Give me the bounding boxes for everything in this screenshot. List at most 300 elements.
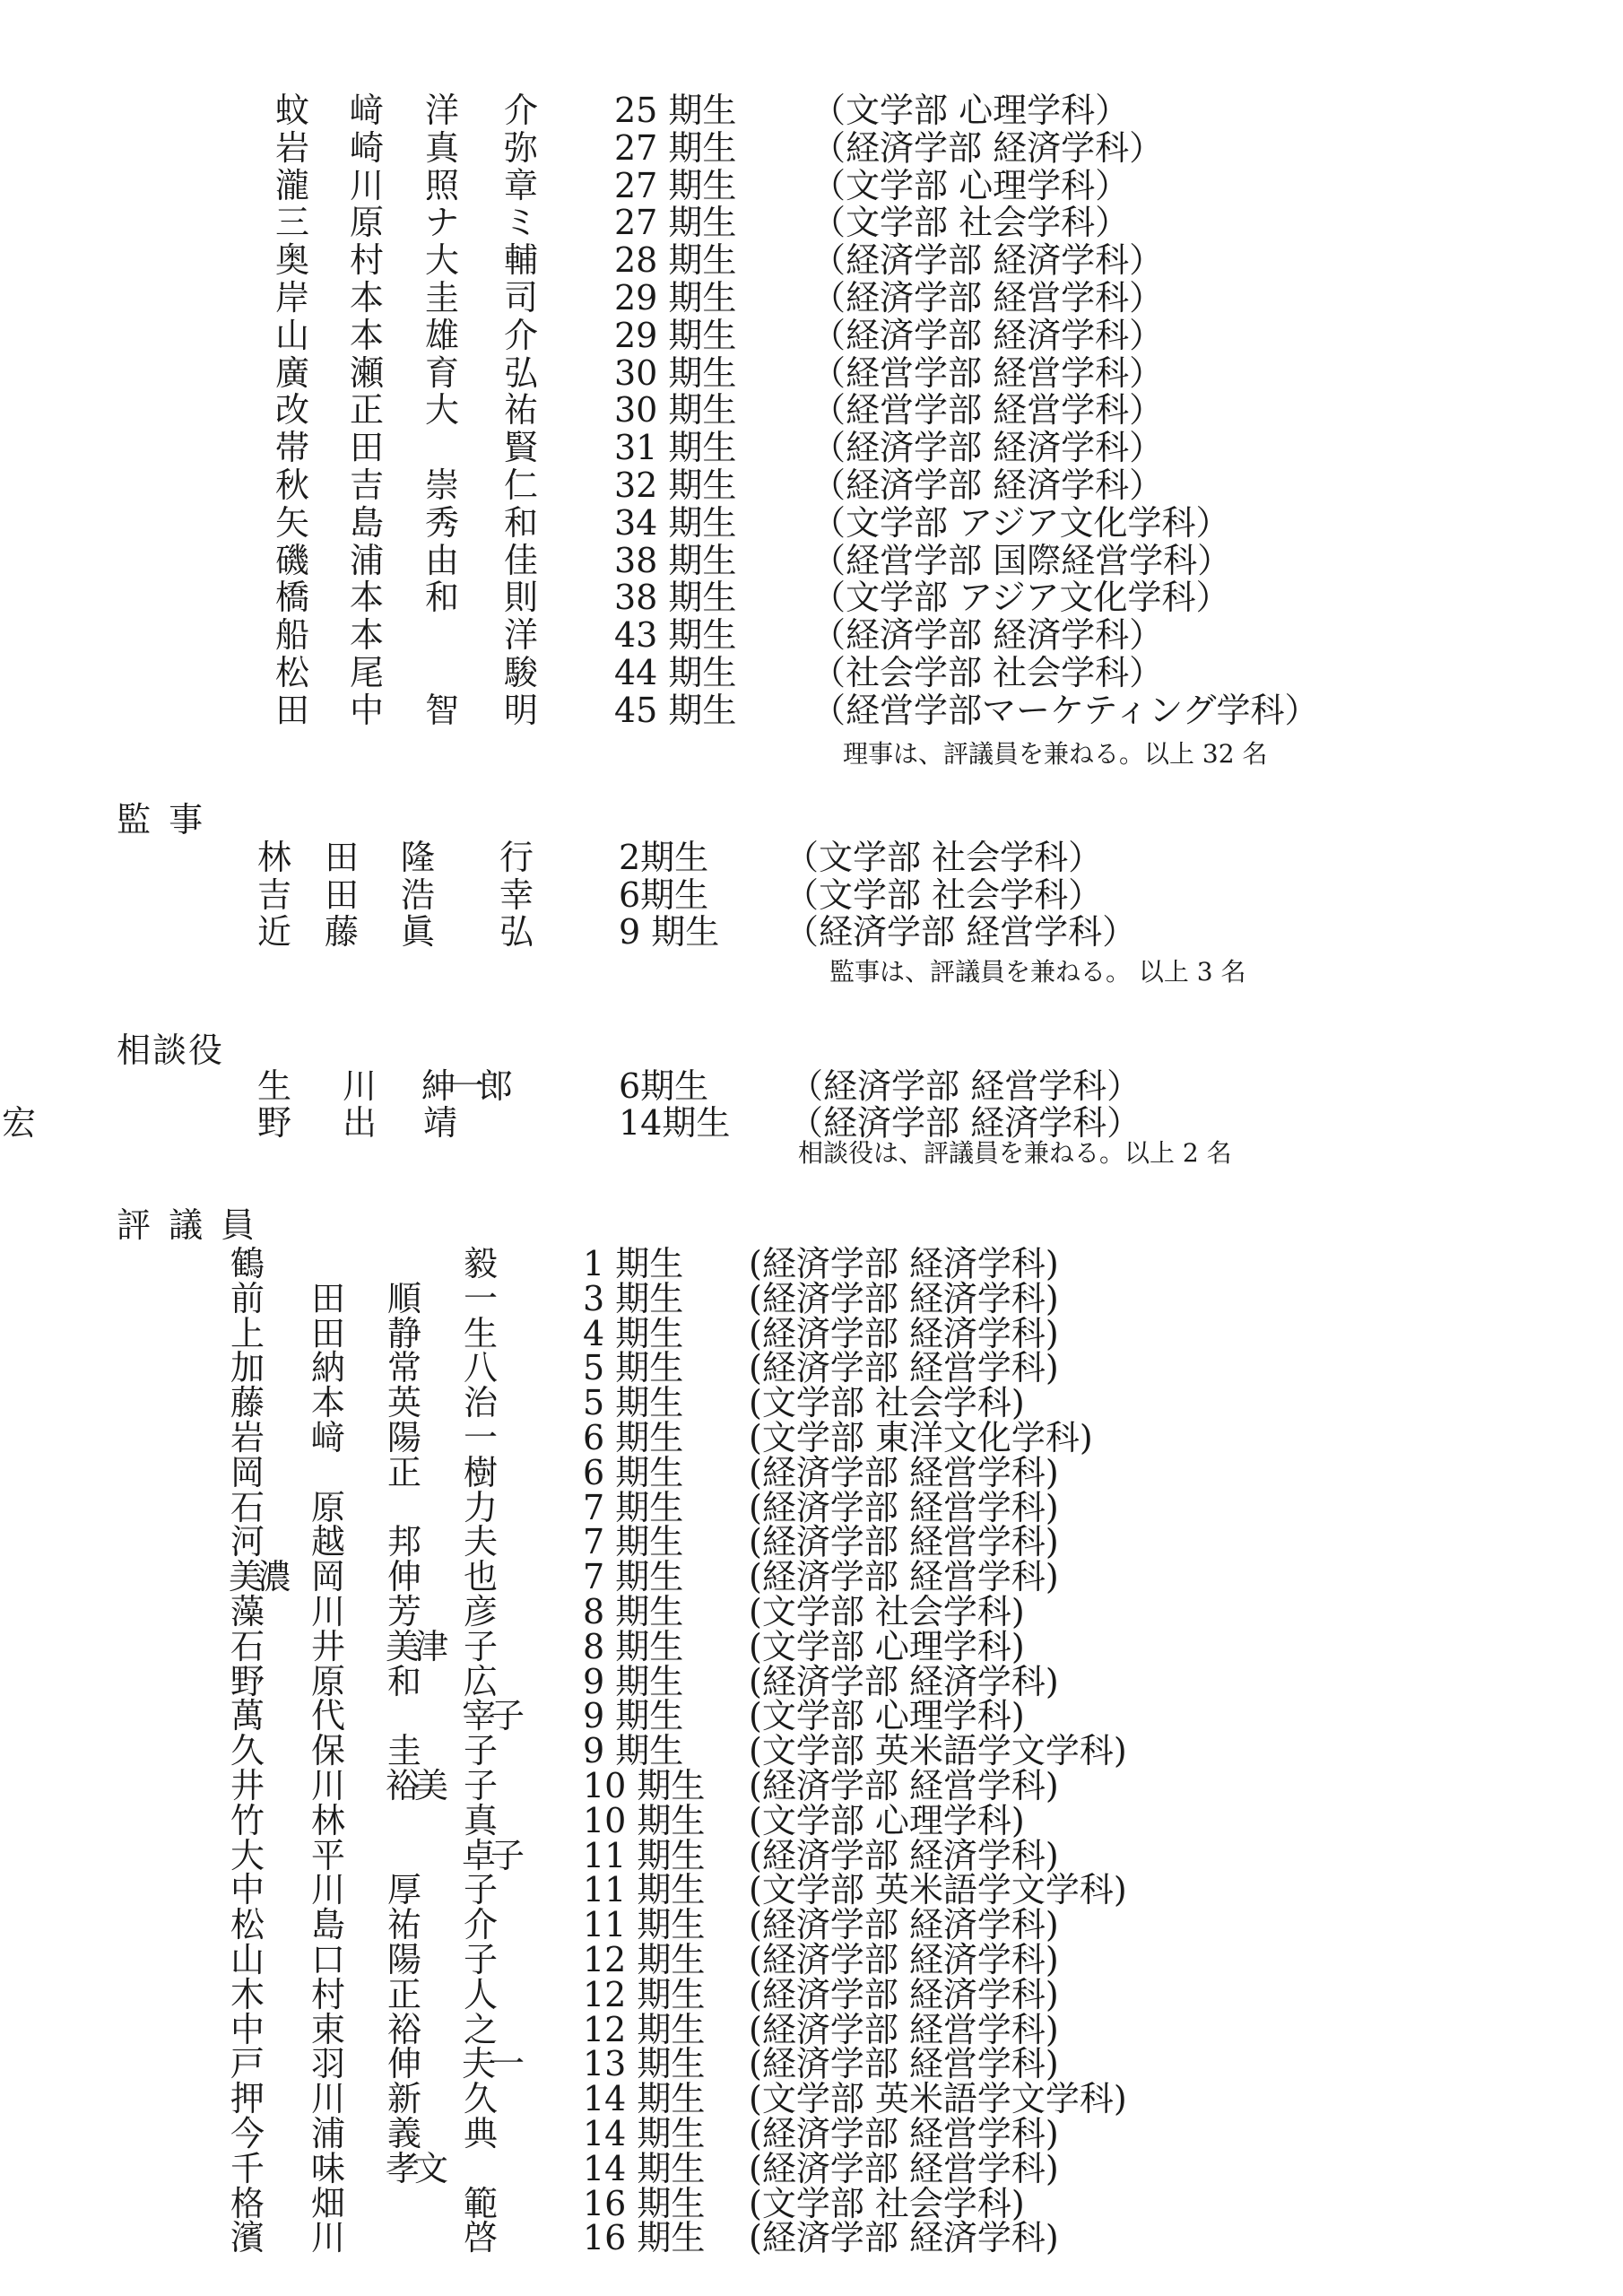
advisor-count-note: 相談役は、評議員を兼ねる。以上 2 名 — [798, 1138, 1232, 1168]
member-generation: 30 期生 — [614, 390, 737, 430]
member-name-part: 木 — [230, 1974, 265, 2014]
member-name-part: 子 — [463, 1940, 498, 1979]
member-name-part: 浩 — [400, 874, 435, 915]
member-name-part: 美津 — [386, 1626, 444, 1666]
member-generation: 27 期生 — [614, 203, 737, 243]
member-name-part: 田 — [324, 874, 359, 915]
member-name-part: 川 — [310, 1870, 345, 1910]
member-department: (経済学部 経営学科) — [749, 2044, 1059, 2084]
member-department: （文学部 心理学科） — [812, 91, 1130, 130]
member-name-part: 三 — [274, 203, 309, 243]
member-generation: 13 期生 — [583, 2044, 706, 2084]
member-name-part: 山 — [230, 1940, 265, 1979]
member-name-part: 井 — [230, 1766, 265, 1805]
member-department: （経済学部 経済学科） — [812, 465, 1164, 505]
member-name-part: 圭 — [386, 1731, 421, 1771]
member-generation: 6期生 — [619, 1066, 709, 1106]
member-name-part: 田 — [310, 1313, 345, 1353]
member-department: （文学部 社会学科） — [785, 874, 1103, 915]
member-department: （経済学部 経済学科） — [812, 127, 1164, 168]
member-name-part: 治 — [463, 1383, 498, 1423]
member-row — [0, 1941, 1623, 1979]
member-name-part: 格 — [230, 2183, 265, 2223]
member-generation: 32 期生 — [614, 465, 737, 505]
member-name-part: 瀧 — [274, 165, 309, 205]
member-generation: 3 期生 — [583, 1278, 684, 1318]
member-generation: 44 期生 — [614, 653, 737, 692]
member-name-part: 常 — [386, 1348, 421, 1388]
member-generation: 9 期生 — [619, 912, 720, 952]
member-generation: 6期生 — [619, 874, 709, 915]
member-name-part: 幸 — [499, 874, 534, 915]
member-name-part: 正 — [349, 390, 384, 430]
member-name-part: 秋 — [274, 465, 309, 505]
member-generation: 9 期生 — [583, 1696, 684, 1736]
member-name-part: 秀 — [424, 502, 459, 543]
member-department: (経済学部 経営学科) — [749, 1348, 1059, 1388]
member-row — [0, 2011, 1623, 2048]
member-name-part: 奥 — [274, 240, 309, 281]
member-department: （経営学部 国際経営学科） — [812, 540, 1232, 580]
member-name-part: 英 — [386, 1383, 421, 1423]
member-name-part: 押 — [230, 2079, 265, 2119]
member-name-part: 卓子 — [462, 1835, 520, 1875]
advisor-heading: 相談役 — [117, 1031, 225, 1070]
member-name-part: 納 — [310, 1348, 345, 1388]
member-department: (文学部 東洋文化学科) — [749, 1418, 1093, 1457]
member-generation: 38 期生 — [614, 578, 737, 618]
member-row — [0, 317, 1623, 354]
member-name-part: 本 — [349, 315, 384, 355]
member-name-part: 一 — [463, 1278, 498, 1318]
member-name-part: 川 — [349, 165, 384, 205]
member-name-part: 田 — [274, 690, 309, 730]
member-department: (文学部 心理学科) — [749, 1626, 1025, 1666]
member-name-part: 和 — [386, 1661, 421, 1701]
member-row — [0, 429, 1623, 466]
member-row — [0, 279, 1623, 317]
auditor-count-note: 監事は、評議員を兼ねる。 以上 3 名 — [829, 957, 1246, 987]
member-row — [0, 2185, 1623, 2222]
member-row — [0, 654, 1623, 691]
member-row — [0, 1067, 1623, 1105]
member-row — [0, 542, 1623, 579]
member-name-part: 八 — [463, 1348, 498, 1388]
member-name-part: 子 — [463, 1626, 498, 1666]
member-department: （経済学部 経営学科） — [812, 278, 1164, 317]
member-name-part: 浦 — [310, 2114, 345, 2153]
member-name-part: 洋 — [424, 91, 459, 130]
member-name-part: 林 — [310, 1800, 345, 1840]
member-name-part: 河 — [230, 1522, 265, 1562]
member-name-part: 真 — [463, 1800, 498, 1840]
member-name-part: 中 — [349, 690, 384, 730]
member-name-part: 彦 — [463, 1592, 498, 1631]
member-name-part: 子 — [463, 1731, 498, 1771]
member-generation: 14 期生 — [583, 2079, 706, 2119]
member-name-part: 司 — [503, 278, 538, 317]
member-name-part: 力 — [463, 1487, 498, 1527]
member-name-part: 井 — [310, 1626, 345, 1666]
member-department: (経済学部 経済学科) — [749, 1974, 1059, 2014]
member-generation: 10 期生 — [583, 1766, 706, 1805]
member-department: （経営学部 経営学科） — [812, 352, 1164, 393]
member-name-part: 一 — [463, 1418, 498, 1457]
member-name-part: 千 — [230, 2148, 265, 2188]
member-name-part: 林 — [256, 838, 291, 877]
member-department: （文学部 アジア文化学科） — [812, 578, 1230, 618]
member-name-part: 正 — [386, 1974, 421, 2014]
councillor-heading: 評 議 員 — [117, 1205, 259, 1245]
member-row — [0, 2045, 1623, 2083]
member-name-part: 佳 — [503, 540, 538, 580]
member-name-part: 蚊 — [274, 91, 309, 130]
member-name-part: 賢 — [503, 428, 538, 468]
member-name-part: 章 — [503, 165, 538, 205]
member-row — [0, 1697, 1623, 1735]
member-row — [0, 839, 1623, 876]
member-row — [0, 91, 1623, 129]
member-name-part: 大 — [424, 390, 459, 430]
member-name-part: 濱 — [230, 2218, 265, 2258]
member-name-part: 介 — [503, 315, 538, 355]
member-name-part: 新 — [386, 2079, 421, 2119]
member-name-part: 真 — [424, 127, 459, 168]
member-name-part: 羽 — [310, 2044, 345, 2084]
member-name-part: 矢 — [274, 502, 309, 543]
member-name-part: 也 — [463, 1557, 498, 1597]
member-name-part: 広 — [463, 1661, 498, 1701]
member-name-part: 弘 — [503, 352, 538, 393]
member-name-part: 崇 — [424, 465, 459, 505]
member-name-part: 岡 — [310, 1557, 345, 1597]
member-generation: 1 期生 — [583, 1244, 684, 1283]
member-generation: 5 期生 — [583, 1383, 684, 1423]
member-row — [0, 167, 1623, 204]
member-name-part: 﨑 — [349, 91, 384, 130]
member-name-part: 孝文 — [386, 2148, 444, 2188]
member-name-part: 鶴 — [230, 1244, 265, 1283]
member-name-part: 智 — [424, 690, 459, 730]
member-name-part: 子 — [463, 1870, 498, 1910]
member-name-part: 靖 — [422, 1103, 457, 1143]
member-row — [0, 1871, 1623, 1909]
member-name-part: 束 — [310, 2009, 345, 2049]
member-name-part: 駿 — [503, 653, 538, 692]
member-name-part: 瀬 — [349, 352, 384, 393]
member-name-part: 行 — [499, 838, 534, 877]
member-row — [0, 913, 1623, 951]
member-name-part: 伸 — [386, 1557, 421, 1597]
member-row — [0, 2080, 1623, 2118]
member-generation: 7 期生 — [583, 1487, 684, 1527]
member-name-part: 範 — [463, 2183, 498, 2223]
member-name-part: 陽 — [386, 1940, 421, 1979]
member-name-part: 洋 — [503, 615, 538, 656]
member-department: (経済学部 経済学科) — [749, 1278, 1059, 1318]
member-name-part: 平 — [310, 1835, 345, 1875]
member-name-part: 子 — [463, 1766, 498, 1805]
member-name-part: 美濃 — [229, 1557, 287, 1597]
member-department: （文学部 心理学科） — [812, 165, 1130, 205]
member-name-part: 帯 — [274, 428, 309, 468]
member-generation: 14 期生 — [583, 2148, 706, 2188]
member-name-part: 大 — [230, 1835, 265, 1875]
member-name-part: 越 — [310, 1522, 345, 1562]
member-generation: 29 期生 — [614, 315, 737, 355]
member-generation: 9 期生 — [583, 1661, 684, 1701]
member-generation: 10 期生 — [583, 1800, 706, 1840]
member-name-part: 川 — [310, 2079, 345, 2119]
member-generation: 25 期生 — [614, 91, 737, 130]
member-name-part: 村 — [310, 1974, 345, 2014]
member-row — [0, 466, 1623, 504]
member-generation: 11 期生 — [583, 1870, 706, 1910]
member-name-part: 川 — [310, 1766, 345, 1805]
member-name-part: 岩 — [230, 1418, 265, 1457]
member-name-part: 正 — [386, 1452, 421, 1492]
member-row — [0, 1104, 1623, 1142]
member-row — [0, 241, 1623, 279]
member-generation: 12 期生 — [583, 1940, 706, 1979]
member-name-part: 石 — [230, 1626, 265, 1666]
member-department: (文学部 心理学科) — [749, 1800, 1025, 1840]
member-name-part: 人 — [463, 1974, 498, 2014]
member-generation: 14期生 — [619, 1103, 731, 1143]
member-name-part: 裕 — [386, 2009, 421, 2049]
member-row — [0, 1628, 1623, 1665]
member-department: (文学部 社会学科) — [749, 1592, 1025, 1631]
member-generation: 12 期生 — [583, 2009, 706, 2049]
member-name-part: 邦 — [386, 1522, 421, 1562]
member-department: （文学部 アジア文化学科） — [812, 502, 1230, 543]
member-name-part: 崎 — [349, 127, 384, 168]
member-row — [0, 1489, 1623, 1526]
member-name-part: 本 — [349, 578, 384, 618]
member-name-part: 加 — [230, 1348, 265, 1388]
member-generation: 6 期生 — [583, 1418, 684, 1457]
member-department: (経済学部 経営学科) — [749, 1452, 1059, 1492]
member-name-part: 祐 — [503, 390, 538, 430]
member-name-part: 順 — [386, 1278, 421, 1318]
member-department: (経済学部 経済学科) — [749, 1905, 1059, 1945]
member-name-part: 岡 — [230, 1452, 265, 1492]
member-name-part: 廣 — [274, 352, 309, 393]
member-name-part: 吉 — [349, 465, 384, 505]
member-name-part: 生 — [463, 1313, 498, 1353]
member-row — [0, 1767, 1623, 1805]
member-row — [0, 204, 1623, 241]
member-name-part: 育 — [424, 352, 459, 393]
member-generation: 9 期生 — [583, 1731, 684, 1771]
member-generation: 16 期生 — [583, 2218, 706, 2258]
member-name-part: 祐 — [386, 1905, 421, 1945]
member-name-part: 野 — [230, 1661, 265, 1701]
member-name-part: 松 — [230, 1905, 265, 1945]
member-name-part: 陽 — [386, 1418, 421, 1457]
member-department: (文学部 英米語学文学科) — [749, 2079, 1127, 2119]
member-row — [0, 616, 1623, 654]
auditor-heading: 監 事 — [117, 800, 207, 839]
member-row — [0, 1837, 1623, 1874]
member-row — [0, 1732, 1623, 1770]
member-row — [0, 354, 1623, 392]
member-name-part: 原 — [310, 1487, 345, 1527]
member-department: （経済学部 経済学科） — [812, 240, 1164, 281]
member-department: (経済学部 経済学科) — [749, 1940, 1059, 1979]
member-name-part: 竹 — [230, 1800, 265, 1840]
member-name-part: 口 — [310, 1940, 345, 1979]
member-row — [0, 1558, 1623, 1596]
member-row — [0, 1419, 1623, 1457]
member-name-part: 山 — [274, 315, 309, 355]
member-row — [0, 1245, 1623, 1283]
member-row — [0, 1523, 1623, 1561]
member-department: (経済学部 経済学科) — [749, 1313, 1059, 1353]
member-row — [0, 1906, 1623, 1944]
member-name-part: 藤 — [324, 912, 359, 952]
member-name-part: 畑 — [310, 2183, 345, 2223]
member-row — [0, 1349, 1623, 1387]
member-department: (経済学部 経済学科) — [749, 1244, 1059, 1283]
member-name-part: 和 — [424, 578, 459, 618]
member-row — [0, 1454, 1623, 1492]
member-generation: 8 期生 — [583, 1626, 684, 1666]
member-name-part: 介 — [463, 1905, 498, 1945]
member-name-part: ミ — [503, 203, 538, 243]
member-name-part: 浦 — [349, 540, 384, 580]
member-generation: 28 期生 — [614, 240, 737, 281]
member-name-part: 保 — [310, 1731, 345, 1771]
member-name-part: 本 — [349, 615, 384, 656]
member-name-part: 田 — [349, 428, 384, 468]
member-name-part: 大 — [424, 240, 459, 281]
member-name-part: 久 — [463, 2079, 498, 2119]
member-row — [0, 2115, 1623, 2152]
member-department: (文学部 英米語学文学科) — [749, 1731, 1127, 1771]
director-count-note: 理事は、評議員を兼ねる。以上 32 名 — [843, 739, 1268, 769]
member-department: (経済学部 経営学科) — [749, 1487, 1059, 1527]
member-generation: 45 期生 — [614, 690, 737, 730]
member-name-part: 萬 — [230, 1696, 265, 1736]
member-generation: 2期生 — [619, 838, 709, 877]
member-name-part: 輔 — [503, 240, 538, 281]
member-generation: 7 期生 — [583, 1522, 684, 1562]
member-generation: 27 期生 — [614, 127, 737, 168]
member-name-part: 隆 — [400, 838, 435, 877]
member-row — [0, 391, 1623, 429]
member-row — [0, 504, 1623, 542]
member-name-part: 之 — [463, 2009, 498, 2049]
member-department: (経済学部 経済学科) — [749, 1661, 1059, 1701]
member-generation: 11 期生 — [583, 1905, 706, 1945]
member-name-part: 島 — [349, 502, 384, 543]
member-name-part: 川 — [310, 1592, 345, 1631]
member-name-part: 田 — [310, 1278, 345, 1318]
member-name-part: 本 — [310, 1383, 345, 1423]
member-name-part: 芳 — [386, 1592, 421, 1631]
member-name-part: 由 — [424, 540, 459, 580]
member-generation: 38 期生 — [614, 540, 737, 580]
member-department: (文学部 社会学科) — [749, 2183, 1025, 2223]
member-name-part: 尾 — [349, 653, 384, 692]
member-department: (経済学部 経営学科) — [749, 2009, 1059, 2049]
member-name-part: 宏 — [1, 1103, 36, 1143]
member-generation: 16 期生 — [583, 2183, 706, 2223]
member-name-part: 島 — [310, 1905, 345, 1945]
member-department: (経済学部 経営学科) — [749, 1766, 1059, 1805]
member-department: （経済学部 経済学科） — [812, 428, 1164, 468]
member-department: (経済学部 経営学科) — [749, 1522, 1059, 1562]
member-name-part: 本 — [349, 278, 384, 317]
member-name-part: 厚 — [386, 1870, 421, 1910]
member-generation: 14 期生 — [583, 2114, 706, 2153]
member-name-part: 弘 — [499, 912, 534, 952]
member-name-part: 紳一郎 — [421, 1066, 508, 1106]
member-generation: 5 期生 — [583, 1348, 684, 1388]
member-name-part: 﨑 — [310, 1418, 345, 1457]
member-name-part: 樹 — [463, 1452, 498, 1492]
member-department: (経済学部 経営学科) — [749, 2148, 1059, 2188]
member-name-part: ナ — [424, 203, 459, 243]
member-name-part: 義 — [386, 2114, 421, 2153]
member-department: （経済学部 経済学科） — [812, 615, 1164, 656]
member-department: （文学部 社会学科） — [785, 838, 1103, 877]
member-generation: 31 期生 — [614, 428, 737, 468]
member-department: (経済学部 経営学科) — [749, 2114, 1059, 2153]
member-generation: 27 期生 — [614, 165, 737, 205]
member-generation: 30 期生 — [614, 352, 737, 393]
member-name-part: 戸 — [230, 2044, 265, 2084]
member-name-part: 圭 — [424, 278, 459, 317]
member-name-part: 橋 — [274, 578, 309, 618]
member-generation: 43 期生 — [614, 615, 737, 656]
member-name-part: 松 — [274, 653, 309, 692]
member-name-part: 静 — [386, 1313, 421, 1353]
member-name-part: 眞 — [400, 912, 435, 952]
member-row — [0, 578, 1623, 616]
member-department: （文学部 社会学科） — [812, 203, 1130, 243]
member-name-part: 出 — [342, 1103, 377, 1143]
member-name-part: 代 — [310, 1696, 345, 1736]
member-department: (経済学部 経済学科) — [749, 2218, 1059, 2258]
member-department: （経済学部 経済学科） — [812, 315, 1164, 355]
member-generation: 8 期生 — [583, 1592, 684, 1631]
member-name-part: 野 — [256, 1103, 291, 1143]
member-name-part: 藻 — [230, 1592, 265, 1631]
member-name-part: 中 — [230, 2009, 265, 2049]
member-name-part: 生 — [256, 1066, 291, 1106]
member-department: （経済学部 経済学科） — [789, 1103, 1141, 1143]
member-generation: 11 期生 — [583, 1835, 706, 1875]
member-generation: 7 期生 — [583, 1557, 684, 1597]
member-department: （経営学部マーケティング学科） — [812, 690, 1319, 730]
member-row — [0, 1593, 1623, 1631]
member-name-part: 宰子 — [462, 1696, 520, 1736]
member-department: （経営学部 経営学科） — [812, 390, 1164, 430]
member-name-part: 川 — [342, 1066, 377, 1106]
member-name-part: 味 — [310, 2148, 345, 2188]
member-name-part: 仁 — [503, 465, 538, 505]
member-name-part: 田 — [324, 838, 359, 877]
member-row — [0, 129, 1623, 167]
member-name-part: 原 — [349, 203, 384, 243]
member-department: （社会学部 社会学科） — [812, 653, 1164, 692]
member-name-part: 夫一 — [462, 2044, 520, 2084]
member-row — [0, 1384, 1623, 1422]
member-name-part: 伸 — [386, 2044, 421, 2084]
member-name-part: 照 — [424, 165, 459, 205]
